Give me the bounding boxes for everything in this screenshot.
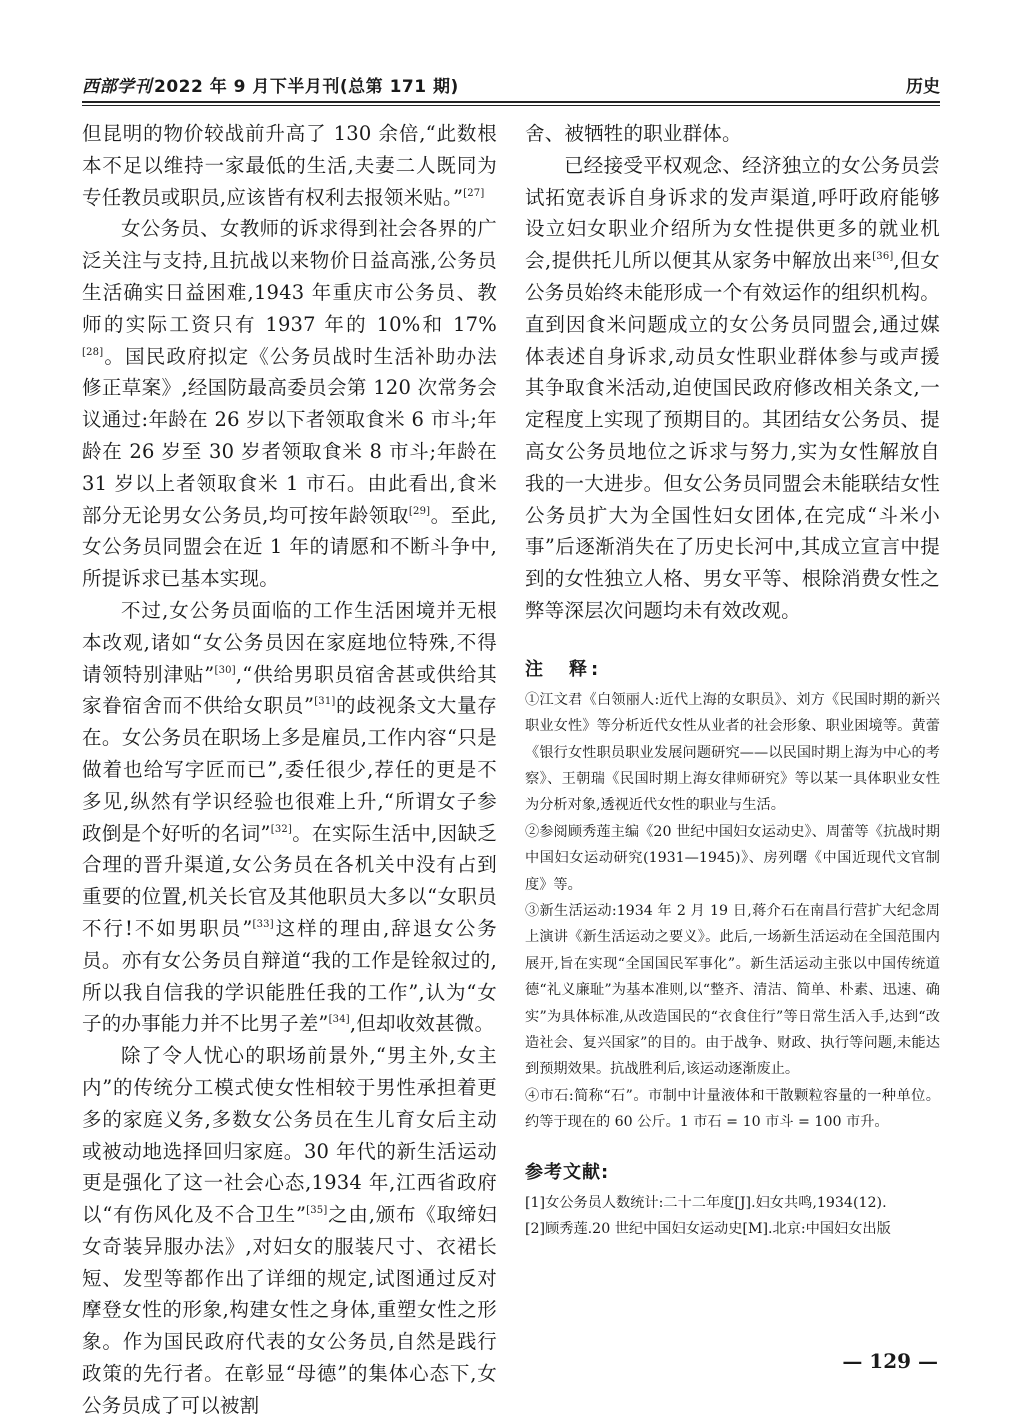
citation: [30] [214, 664, 236, 676]
paragraph: 除了令人忧心的职场前景外,“男主外,女主内”的传统分工模式使女性相较于男性承担着更多的家庭义务,多数女公务员在生儿育女后主动或被动地选择回归家庭。30 年代的新生活运动更是强化了这一社会心态,1934 年,江西省政府以“有伤风化及不合卫生”[35]之由,颁布《取缔妇女奇装异服办法》,对妇女的服装尺寸、衣裙长短、发型等都作出了详细的规定,试图通过反对摩登女性的形象,构建女性之身体,重塑女性之形象。作为国民政府代表的女公务员,自然是践行政策的先行者。在彰显“母德”的集体心态下,女公务员成了可以被割 [82, 1044, 497, 1417]
paragraph: 已经接受平权观念、经济独立的女公务员尝试拓宽表诉自身诉求的发声渠道,呼吁政府能够设立妇女职业介绍所为女性提供更多的就业机会,提供托儿所以便其从家务中解放出来[36],但女公务员始终未能形成一个有效运作的组织机构。直到因食米问题成立的女公务员同盟会,通过媒体表述自身诉求,动员女性职业群体参与或声援其争取食米活动,迫使国民政府修改相关条文,一定程度上实现了预期目的。其团结女公务员、提高女公务员地位之诉求与努力,实为女性解放自我的一大进步。但女公务员同盟会未能联结女性公务员扩大为全国性妇女团体,在完成“斗米小事”后逐渐消失在了历史长河中,其成立宣言中提到的女性独立人格、男女平等、根除消费女性之弊等深层次问题均未有效改观。 [525, 153, 940, 622]
note-text: 市石:简称“石”。市制中计量液体和干散颗粒容量的一种单位。约等于现在的 60 公斤。1 市石 = 10 市斗 = 100 市升。 [525, 1087, 940, 1131]
page-number: — 129 — [842, 1349, 938, 1373]
citation: [27] [463, 187, 485, 199]
note-item [525, 898, 940, 1083]
journal-logo: 西部学刊 [82, 77, 152, 97]
header-journal-issue [82, 72, 459, 97]
notes-heading: 注 释: [525, 658, 603, 680]
note-item [525, 687, 940, 819]
paragraph: 但昆明的物价较战前升高了 130 余倍,“此数根本不足以维持一家最低的生活,夫妻二人既同为专任教员或职员,应该皆有权利去报领米贴。”[27] [82, 122, 497, 209]
citation: [29] [408, 505, 431, 517]
note-text: 新生活运动:1934 年 2 月 19 日,蒋介石在南昌行营扩大纪念周上演讲《新生活运动之要义》。此后,一场新生活运动在全国范围内展开,旨在实现“全国国民军事化”。新生活运动主张以中国传统道德“礼义廉耻”为基本准则,以“整齐、清洁、简单、朴素、迅速、确实”为具体标准,从改造国民的“衣食住行”等日常生活入手,达到“改造社会、复兴国家”的目的。由于战争、财政、执行等问题,未能达到预期效果。抗战胜利后,该运动逐渐废止。 [525, 903, 940, 1078]
note-item [525, 1083, 940, 1136]
citation: [35] [306, 1205, 328, 1217]
note-number: ③ [525, 903, 540, 919]
citation: [31] [314, 696, 336, 708]
header-rule [82, 101, 940, 103]
citation: [33] [252, 918, 274, 930]
note-number: ④ [525, 1087, 540, 1104]
note-item [525, 819, 940, 898]
right-column [525, 118, 940, 1242]
note-number: ① [525, 691, 540, 708]
note-text: 参阅顾秀莲主编《20 世纪中国妇女运动史》、周蕾等《抗战时期中国妇女运动研究(1931—1945)》、房列曙《中国近现代文官制度》等。 [525, 823, 940, 893]
note-text: 江文君《白领丽人:近代上海的女职员》、刘方《民国时期的新兴职业女性》等分析近代女性从业者的社会形象、职业困境等。黄蕾《银行女性职员职业发展问题研究——以民国时期上海为中心的考察》、王朝瑞《民国时期上海女律师研究》等以某一具体职业女性为分析对象,透视近代女性的职业与生活。 [525, 691, 940, 814]
paragraph: 不过,女公务员面临的工作生活困境并无根本改观,诸如“女公务员因在家庭地位特殊,不得请领特别津贴”[30],“供给男职员宿舍甚或供给其家眷宿舍而不供给女职员”[31]的歧视条文大量存在。女公务员在职场上多是雇员,工作内容“只是做着也给写字匠而已”,委任很少,荐任的更是不多见,纵然有学识经验也很难上升,“所谓女子参政倒是个好听的名词”[32]。在实际生活中,因缺乏合理的晋升渠道,女公务员在各机关中没有占到重要的位置,机关长官及其他职员大多以“女职员不行!不如男职员”[33]这样的理由,辞退女公务员。亦有女公务员自辩道“我的工作是铨叙过的,所以我自信我的学识能胜任我的工作”,认为“女子的办事能力并不比男子差”[34],但却收效甚微。 [82, 598, 498, 1036]
note-number: ② [525, 823, 540, 840]
paragraph: 女公务员、女教师的诉求得到社会各界的广泛关注与支持,且抗战以来物价日益高涨,公务员生活确实日益困难,1943 年重庆市公务员、教师的实际工资只有 1937 年的 10%和 17%[28]。国民政府拟定《公务员战时生活补助办法修正草案》,经国防最高委员会第 120 次常务会议通过:年龄在 26 岁以下者领取食米 6 市斗;年龄在 26 岁至 30 岁者领取食米 8 市斗;年龄在 31 岁以上者领取食米 1 市石。由此看出,食米部分无论男女公务员,均可按年龄领取[29]。至此,女公务员同盟会在近 1 年的请愿和不断斗争中,所提诉求已基本实现。 [82, 217, 497, 591]
citation: [34] [328, 1014, 350, 1026]
header-rule-thin [82, 105, 940, 106]
citation: [36] [872, 251, 894, 263]
section-label: 历史 [906, 77, 940, 97]
running-header [82, 72, 940, 100]
left-column [82, 118, 497, 1422]
paragraph: 舍、被牺牲的职业群体。 [525, 122, 742, 145]
citation: [32] [270, 823, 293, 835]
references-list [525, 1190, 940, 1243]
reference-item: [1]女公务员人数统计:二十二年度[J].妇女共鸣,1934(12). [525, 1194, 887, 1211]
references-heading: 参考文献: [525, 1161, 610, 1183]
citation: [28] [82, 346, 104, 358]
notes-list [525, 687, 940, 1136]
reference-item: [2]顾秀莲.20 世纪中国妇女运动史[M].北京:中国妇女出版 [525, 1221, 891, 1238]
issue-info: 2022 年 9 月下半月刊(总第 171 期) [154, 77, 459, 97]
